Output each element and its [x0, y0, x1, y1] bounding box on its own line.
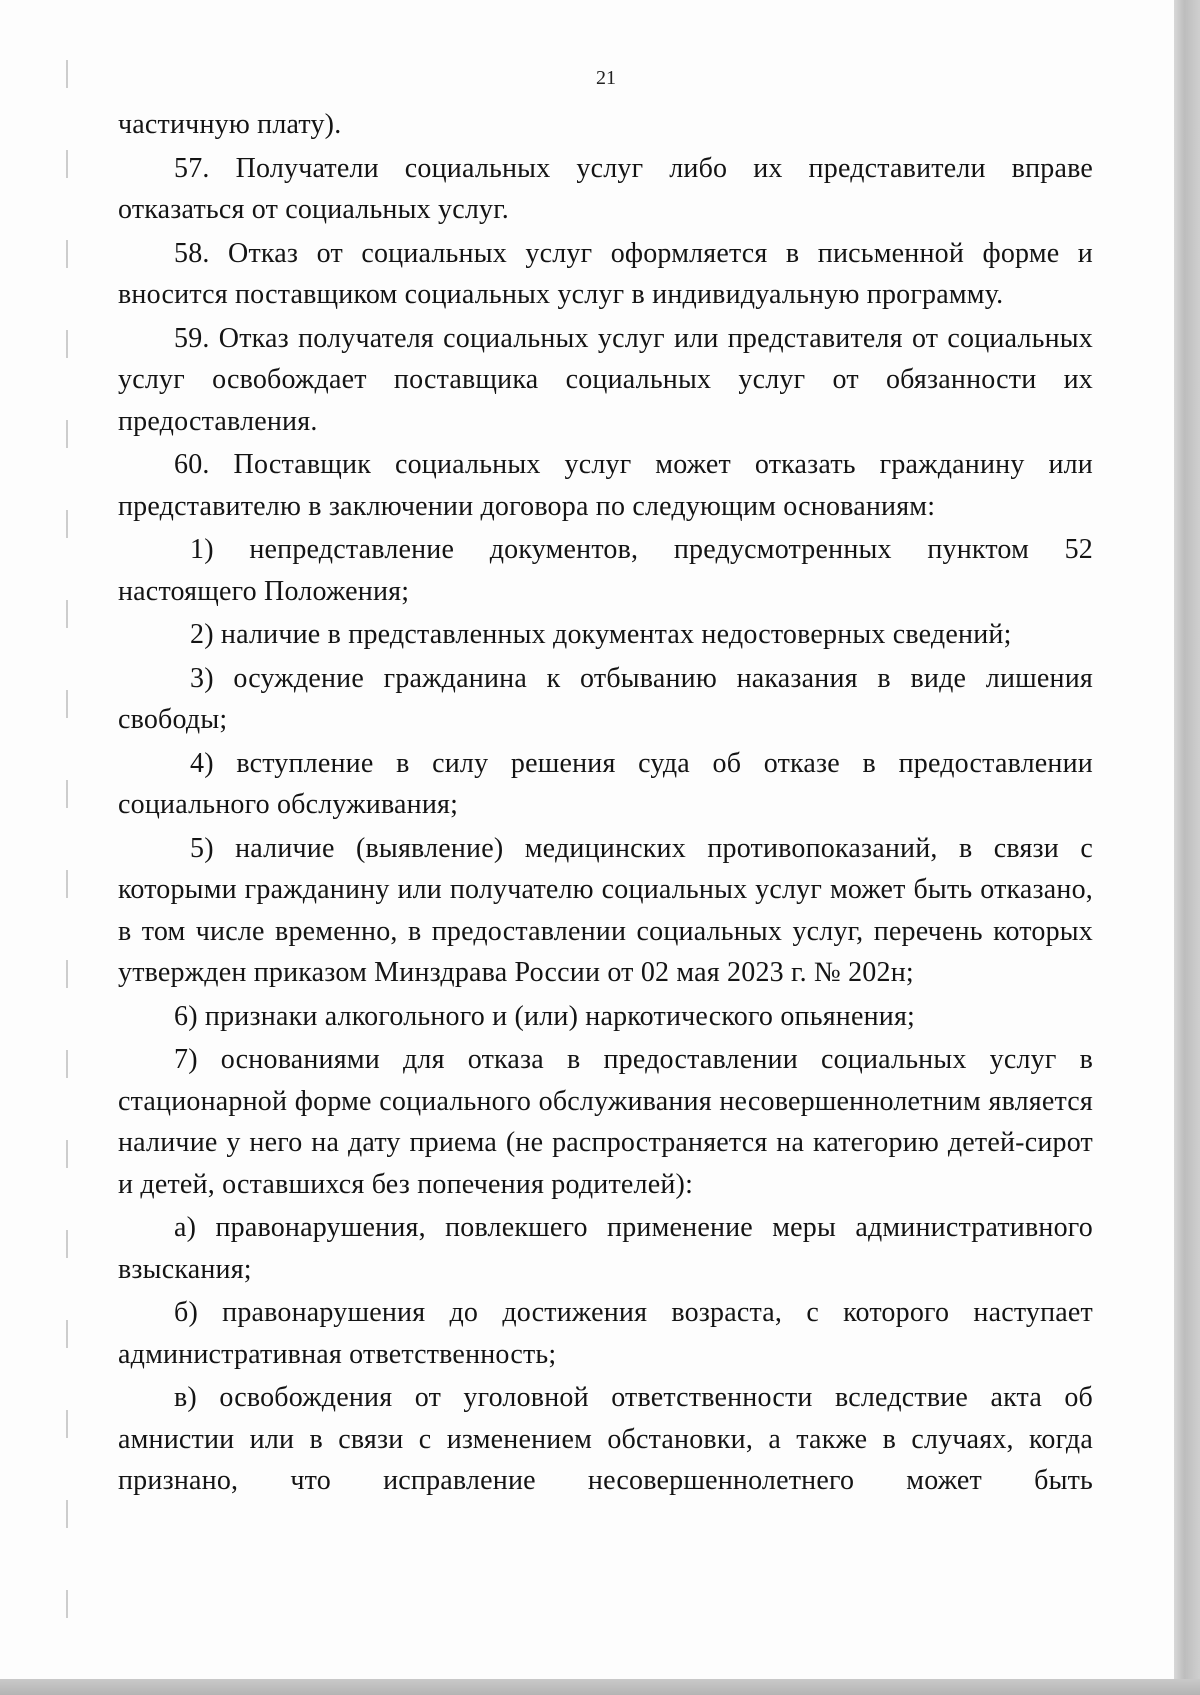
scan-bottom-edge	[0, 1679, 1200, 1695]
paragraph-58: 58. Отказ от социальных услуг оформляется в письменной форме и вносится поставщиком социальных услуг в индивидуальную программу.	[118, 237, 1093, 310]
paragraph-continuation: частичную плату).	[118, 109, 342, 140]
list-item-3: 3) осуждение гражданина к отбыванию наказания в виде лишения свободы;	[118, 662, 1093, 735]
list-item-5: 5) наличие (выявление) медицинских противопоказаний, в связи с которыми гражданину или получателю социальных услуг может быть отказано, в том числе временно, в предоставлении социальных услуг, перечень которых утвержден приказом Минздрава России от 02 мая 2023 г. № 202н;	[118, 832, 1093, 988]
list-item-1: 1) непредставление документов, предусмотренных пунктом 52 настоящего Положения;	[118, 534, 1093, 607]
scan-margin-marks	[66, 60, 68, 1660]
page-number: 21	[596, 67, 616, 89]
paragraph-57: 57. Получатели социальных услуг либо их представители вправе отказаться от социальных услуг.	[118, 152, 1093, 225]
sub-item-b: б) правонарушения до достижения возраста, с которого наступает административная ответственность;	[118, 1297, 1093, 1370]
list-item-6: 6) признаки алкогольного и (или) наркотического опьянения;	[174, 1000, 916, 1032]
list-item-4: 4) вступление в силу решения суда об отказе в предоставлении социального обслуживания;	[118, 747, 1093, 820]
paragraph-60: 60. Поставщик социальных услуг может отказать гражданину или представителю в заключении договора по следующим основаниям:	[118, 449, 1093, 522]
sub-item-v: в) освобождения от уголовной ответственности вследствие акта об амнистии или в связи с изменением обстановки, а также в случаях, когда признано, что исправление несовершеннолетнего может быть	[118, 1382, 1093, 1496]
paragraph-59: 59. Отказ получателя социальных услуг или представителя от социальных услуг освобождает поставщика социальных услуг от обязанности их предоставления.	[118, 322, 1093, 437]
scan-right-edge	[1174, 0, 1200, 1695]
document-body	[118, 104, 1093, 1504]
list-item-2: 2) наличие в представленных документах недостоверных сведений;	[190, 619, 1012, 650]
sub-item-a: а) правонарушения, повлекшего применение меры административного взыскания;	[118, 1212, 1093, 1285]
list-item-7: 7) основаниями для отказа в предоставлении социальных услуг в стационарной форме социального обслуживания несовершеннолетним является наличие у него на дату приема (не распространяется на категорию детей-сирот и детей, оставшихся без попечения родителей):	[118, 1044, 1093, 1200]
